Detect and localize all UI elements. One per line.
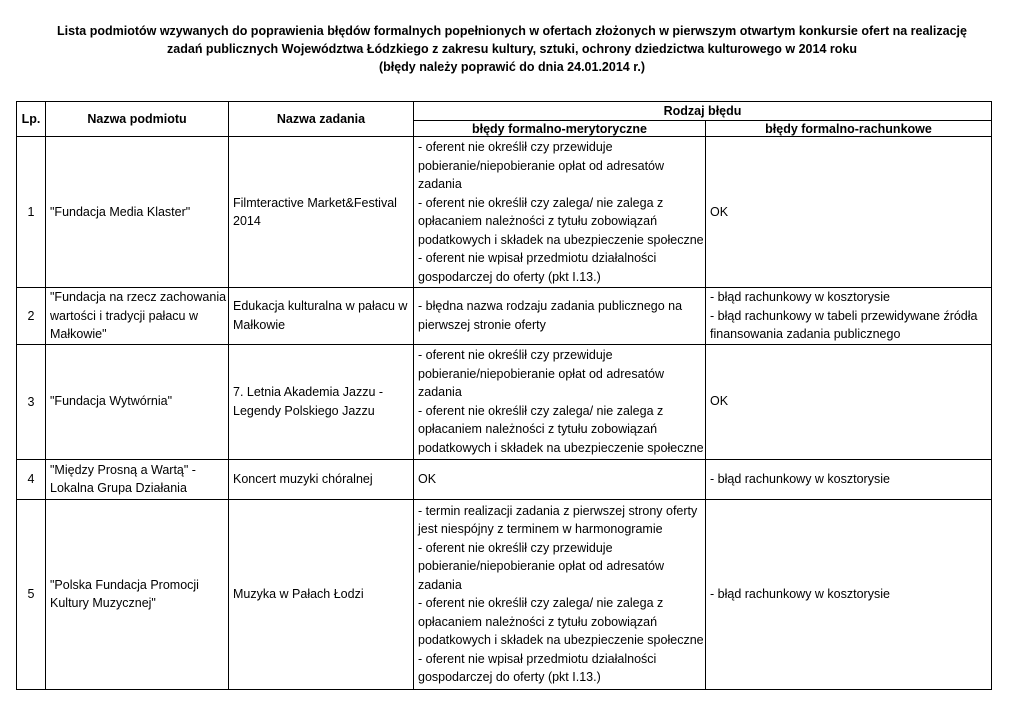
cell-text-line: - błędna nazwa rodzaju zadania publicznego na: [418, 299, 683, 314]
cell-text-line: Edukacja kulturalna w pałacu w: [233, 299, 408, 314]
title-line-3: (błędy należy poprawić do dnia 24.01.2014 r.): [378, 60, 646, 74]
cell-text-line: - oferent nie określił czy przewiduje: [418, 540, 613, 555]
task-name-cell: [229, 499, 414, 689]
entity-name-cell: [46, 459, 229, 499]
merit-errors-cell: [414, 344, 706, 459]
cell-text-line: - błąd rachunkowy w kosztorysie: [710, 586, 890, 601]
table-row: [17, 459, 992, 499]
cell-text-line: Małkowie": [50, 327, 107, 341]
task-name-cell: [229, 459, 414, 499]
header-merit-errors: błędy formalno-merytoryczne: [414, 121, 706, 137]
accounting-errors-cell: [706, 499, 992, 689]
accounting-errors-cell: [706, 137, 992, 288]
cell-text-line: Legendy Polskiego Jazzu: [233, 403, 375, 418]
cell-text-line: pierwszej stronie oferty: [418, 317, 546, 332]
cell-text-line: OK: [710, 204, 729, 219]
cell-text-line: Kultury Muzycznej": [50, 596, 156, 610]
task-name-cell: [229, 288, 414, 345]
row-number: 4: [17, 459, 46, 499]
row-number: 1: [17, 137, 46, 288]
cell-text-line: - błąd rachunkowy w tabeli przewidywane źródła: [710, 308, 978, 323]
cell-text-line: wartości i tradycji pałacu w: [50, 308, 198, 323]
table-row: [17, 499, 992, 689]
cell-text-line: pobieranie/niepobieranie opłat od adresatów: [418, 366, 665, 381]
cell-text-line: pobieranie/niepobieranie opłat od adresatów: [418, 559, 665, 573]
entity-name-cell: [46, 344, 229, 459]
cell-text-line: gospodarczej do oferty (pkt I.13.): [418, 670, 601, 684]
header-task-name: Nazwa zadania: [229, 102, 414, 137]
cell-text-line: Muzyka w Pałach Łodzi: [233, 586, 364, 601]
cell-text-line: - oferent nie określił czy przewiduje: [418, 348, 613, 362]
merit-errors-cell: [414, 288, 706, 345]
cell-text-line: - oferent nie określił czy zalega/ nie zalega z: [418, 403, 664, 418]
cell-text-line: "Fundacja Wytwórnia": [50, 394, 173, 409]
entity-name-cell: [46, 137, 229, 288]
title-line-1: Lista podmiotów wzywanych do poprawienia błędów formalnych popełnionych w ofertach złożonych w pierwszym otwartym konkursie ofert na realizację: [57, 24, 967, 38]
document-title: [0, 22, 1024, 76]
entity-name-cell: [46, 288, 229, 345]
cell-text-line: 7. Letnia Akademia Jazzu -: [233, 385, 384, 399]
cell-text-line: "Fundacja na rzecz zachowania: [50, 290, 227, 304]
header-entity-name: Nazwa podmiotu: [46, 102, 229, 137]
cell-text-line: podatkowych i składek na ubezpieczenie społeczne: [418, 440, 704, 455]
entity-name-cell: [46, 499, 229, 689]
cell-text-line: jest niespójny z terminem w harmonogramie: [418, 522, 663, 536]
cell-text-line: - błąd rachunkowy w kosztorysie: [710, 290, 890, 304]
cell-text-line: - oferent nie określił czy zalega/ nie zalega z: [418, 195, 664, 210]
merit-errors-cell: [414, 459, 706, 499]
cell-text-line: "Polska Fundacja Promocji: [50, 577, 199, 592]
cell-text-line: OK: [418, 471, 437, 486]
cell-text-line: pobieranie/niepobieranie opłat od adresatów: [418, 158, 665, 173]
cell-text-line: - oferent nie wpisał przedmiotu działalności: [418, 651, 657, 666]
cell-text-line: "Fundacja Media Klaster": [50, 204, 191, 219]
cell-text-line: OK: [710, 394, 729, 409]
table-row: [17, 137, 992, 288]
cell-text-line: zadania: [418, 577, 462, 592]
errors-table: [16, 101, 992, 690]
table-row: [17, 288, 992, 345]
table-body: [17, 137, 992, 690]
cell-text-line: zadania: [418, 385, 462, 399]
cell-text-line: Koncert muzyki chóralnej: [233, 471, 373, 486]
table-row: [17, 344, 992, 459]
merit-errors-cell: [414, 499, 706, 689]
cell-text-line: Małkowie: [233, 317, 286, 332]
cell-text-line: - błąd rachunkowy w kosztorysie: [710, 471, 890, 486]
header-accounting-errors: błędy formalno-rachunkowe: [706, 121, 992, 137]
accounting-errors-cell: [706, 344, 992, 459]
cell-text-line: Filmteractive Market&Festival: [233, 195, 397, 210]
task-name-cell: [229, 137, 414, 288]
row-number: 2: [17, 288, 46, 345]
cell-text-line: opłacaniem należności z tytułu zobowiązań: [418, 614, 658, 629]
accounting-errors-cell: [706, 459, 992, 499]
title-line-2: zadań publicznych Województwa Łódzkiego z zakresu kultury, sztuki, ochrony dziedzictwa kulturowego w 2014 roku: [167, 42, 857, 56]
cell-text-line: zadania: [418, 177, 462, 191]
merit-errors-cell: [414, 137, 706, 288]
cell-text-line: - termin realizacji zadania z pierwszej strony oferty: [418, 503, 698, 518]
cell-text-line: opłacaniem należności z tytułu zobowiązań: [418, 214, 658, 228]
cell-text-line: - oferent nie określił czy przewiduje: [418, 140, 613, 154]
accounting-errors-cell: [706, 288, 992, 345]
cell-text-line: podatkowych i składek na ubezpieczenie społeczne: [418, 633, 704, 647]
cell-text-line: - oferent nie określił czy zalega/ nie zalega z: [418, 596, 664, 610]
row-number: 5: [17, 499, 46, 689]
cell-text-line: 2014: [233, 214, 261, 228]
header-error-type: Rodzaj błędu: [414, 102, 992, 121]
row-number: 3: [17, 344, 46, 459]
cell-text-line: Lokalna Grupa Działania: [50, 481, 187, 495]
cell-text-line: "Między Prosną a Wartą" -: [50, 462, 196, 477]
header-lp: Lp.: [17, 102, 46, 137]
cell-text-line: opłacaniem należności z tytułu zobowiązań: [418, 422, 658, 436]
cell-text-line: podatkowych i składek na ubezpieczenie społeczne: [418, 232, 704, 247]
cell-text-line: - oferent nie wpisał przedmiotu działalności: [418, 251, 657, 265]
cell-text-line: finansowania zadania publicznego: [710, 327, 901, 341]
cell-text-line: gospodarczej do oferty (pkt I.13.): [418, 269, 601, 284]
task-name-cell: [229, 344, 414, 459]
